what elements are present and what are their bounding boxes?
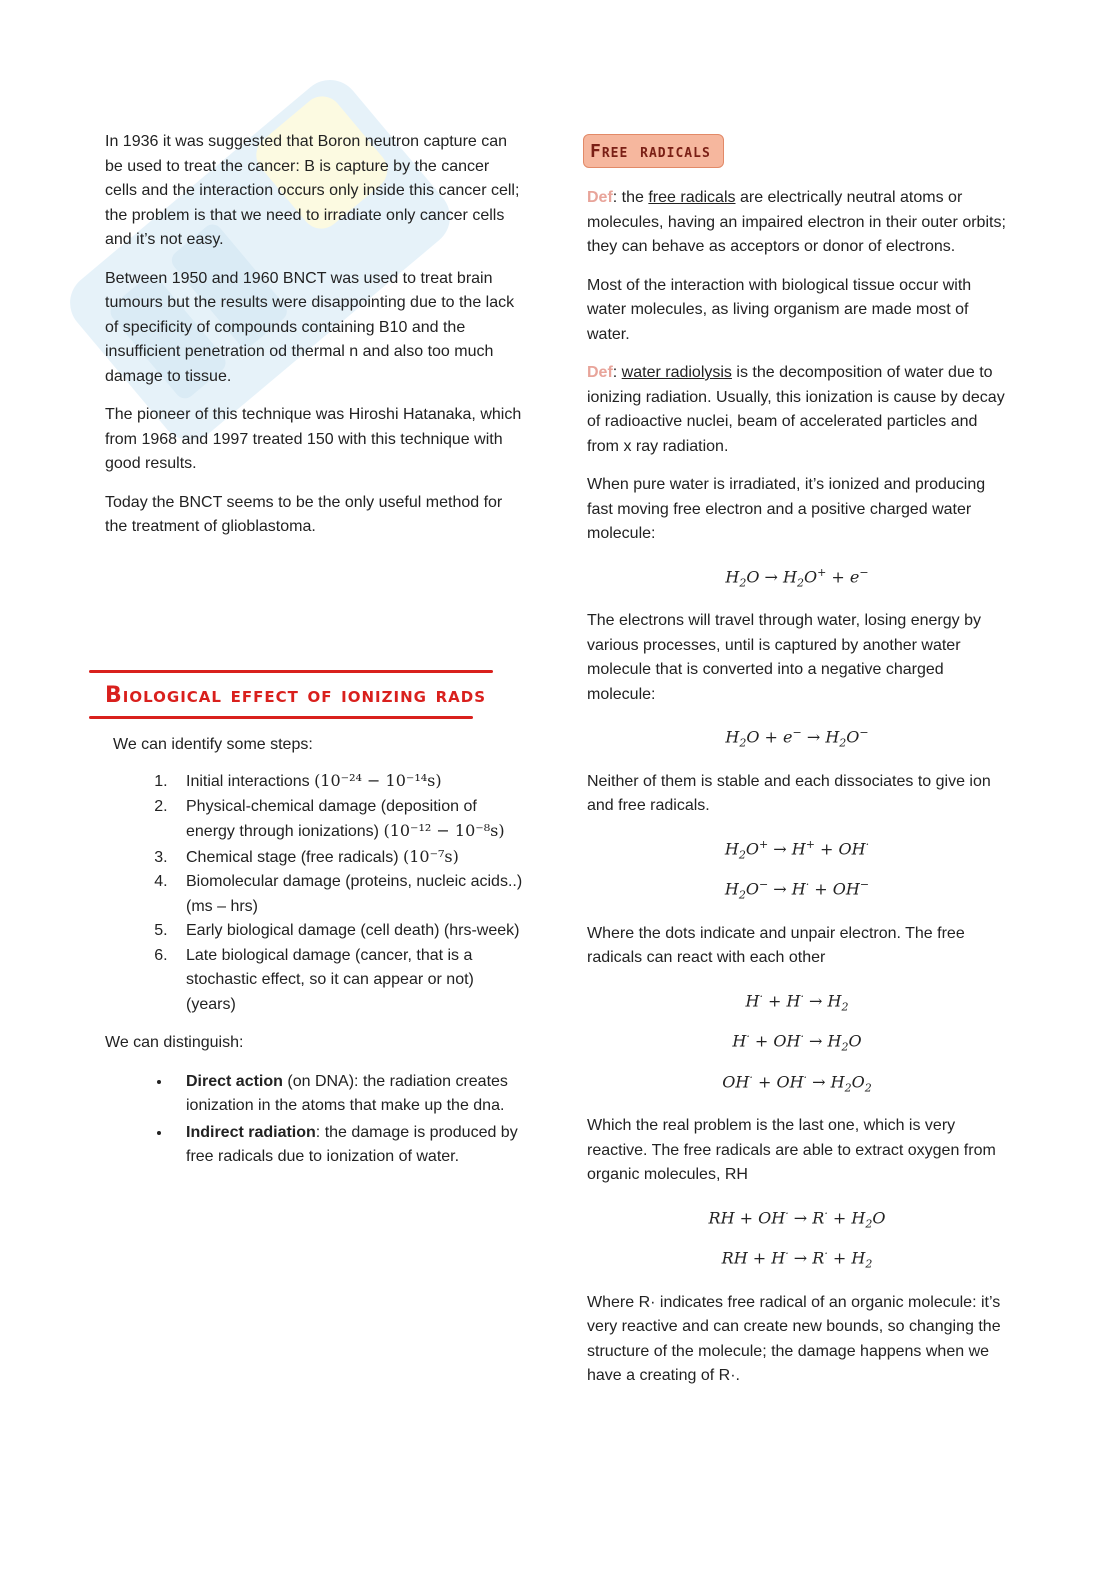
paragraph-where-r: Where R· indicates free radical of an organic molecule: it’s very reactive and can create new bounds, so changing the structure of the molecule; the damage happens when we have a creating of R·. (587, 1293, 1001, 1385)
paragraph-neither: Neither of them is stable and each dissociates to give ion and free radicals. (587, 772, 991, 815)
list-item: • Direct action (on DNA): the radiation creates ionization in the atoms that make up the dna. (172, 1070, 525, 1119)
equation-capture: $H_2O + e^- \to H_2O^-$ (725, 726, 869, 750)
equation-dissociation-negative: $H_2O^- \to H^\cdot + OH^-$ (724, 878, 870, 902)
distinguish-intro: We can distinguish: (105, 1034, 244, 1051)
paragraph-bnct-1950: Between 1950 and 1960 BNCT was used to treat brain tumours but the results were disappointing due to the lack of specificity of compounds containing B10 and the insufficient penetration od thermal n and also too much damage to tissue. (105, 269, 515, 385)
section-title: Biological effect of ionizing rads (105, 682, 487, 708)
distinguish-list (105, 1070, 525, 1170)
equation-rh-h: RH + $H^\cdot \to R^\cdot + H_2$ (721, 1247, 873, 1271)
equation-dissociation-positive: $H_2O^+ \to H^+ + OH^\cdot$ (724, 837, 870, 862)
equation-rh-oh: RH + $OH^\cdot \to R^\cdot + H_2O$ (708, 1206, 886, 1231)
paragraph-pure-water: When pure water is irradiated, it’s ionized and producing fast moving free electron and a positive charged water molecule: (587, 476, 986, 542)
list-item: 1. Initial interactions (10⁻²⁴ − 10⁻¹⁴s) (172, 769, 525, 795)
steps-intro: We can identify some steps: (113, 735, 313, 753)
def-label: Def (587, 189, 613, 206)
equation-hydrogen: $H^\cdot + H^\cdot \to H_2$ (745, 989, 849, 1014)
heading-divider-bottom (89, 716, 473, 719)
paragraph-today: Today the BNCT seems to be the only useful method for the treatment of glioblastoma. (105, 493, 503, 535)
left-column (105, 130, 525, 1172)
list-item: 3. Chemical stage (free radicals) (10⁻⁷s) (172, 845, 525, 871)
paragraph-interaction: Most of the interaction with biological tissue occur with water molecules, as living organism are made most of water. (587, 276, 972, 343)
equation-peroxide: $OH^\cdot + OH^\cdot \to H_2O_2$ (722, 1070, 872, 1095)
list-item: 4. Biomolecular damage (proteins, nucleic acids..) (ms – hrs) (172, 870, 525, 919)
paragraph-dots: Where the dots indicate and unpair electron. The free radicals can react with each other (587, 924, 965, 967)
section-title-free-radicals: Free radicals (583, 134, 724, 168)
paragraph-pioneer: The pioneer of this technique was Hiroshi Hatanaka, which from 1968 and 1997 treated 150 with this technique with good results. (105, 406, 522, 472)
paragraph-electrons: The electrons will travel through water, losing energy by various processes, until is captured by another water molecule that is converted into a negative charged molecule: (587, 612, 981, 703)
definition-free-radicals: Def: the free radicals are electrically neutral atoms or molecules, having an impaired electron in their outer orbits; they can behave as acceptors or donor of electrons. (587, 189, 1006, 255)
equation-ionization: $H_2O \to H_2O^+ + e^-$ (725, 565, 869, 590)
def-label: Def (587, 364, 613, 381)
paragraph-boron-history: In 1936 it was suggested that Boron neutron capture can be used to treat the cancer: B is capture by the cancer cells and the interaction occurs only inside this cancer cell; the problem is that we need to irradiate only cancer cells and it’s not easy. (105, 133, 520, 248)
list-item: • Indirect radiation: the damage is produced by free radicals due to ionization of water. (172, 1121, 525, 1170)
equation-water-recombination: $H^\cdot + OH^\cdot \to H_2O$ (732, 1030, 862, 1054)
right-column (587, 130, 1007, 1403)
list-item: 6. Late biological damage (cancer, that is a stochastic effect, so it can appear or not) (years) (172, 944, 525, 1018)
list-item: 5. Early biological damage (cell death) (hrs-week) (172, 919, 525, 944)
paragraph-which: Which the real problem is the last one, which is very reactive. The free radicals are able to extract oxygen from organic molecules, RH (587, 1117, 996, 1184)
steps-list (105, 769, 525, 1017)
section-heading-biological-effect (89, 670, 493, 719)
definition-water-radiolysis: Def: water radiolysis is the decomposition of water due to ionizing radiation. Usually, this ionization is cause by decay of radioactive nuclei, beam of accelerated particles and from x ray radiation. (587, 364, 1005, 455)
list-item: 2. Physical-chemical damage (deposition of energy through ionizations) (10⁻¹² − 10⁻⁸s) (172, 795, 525, 845)
